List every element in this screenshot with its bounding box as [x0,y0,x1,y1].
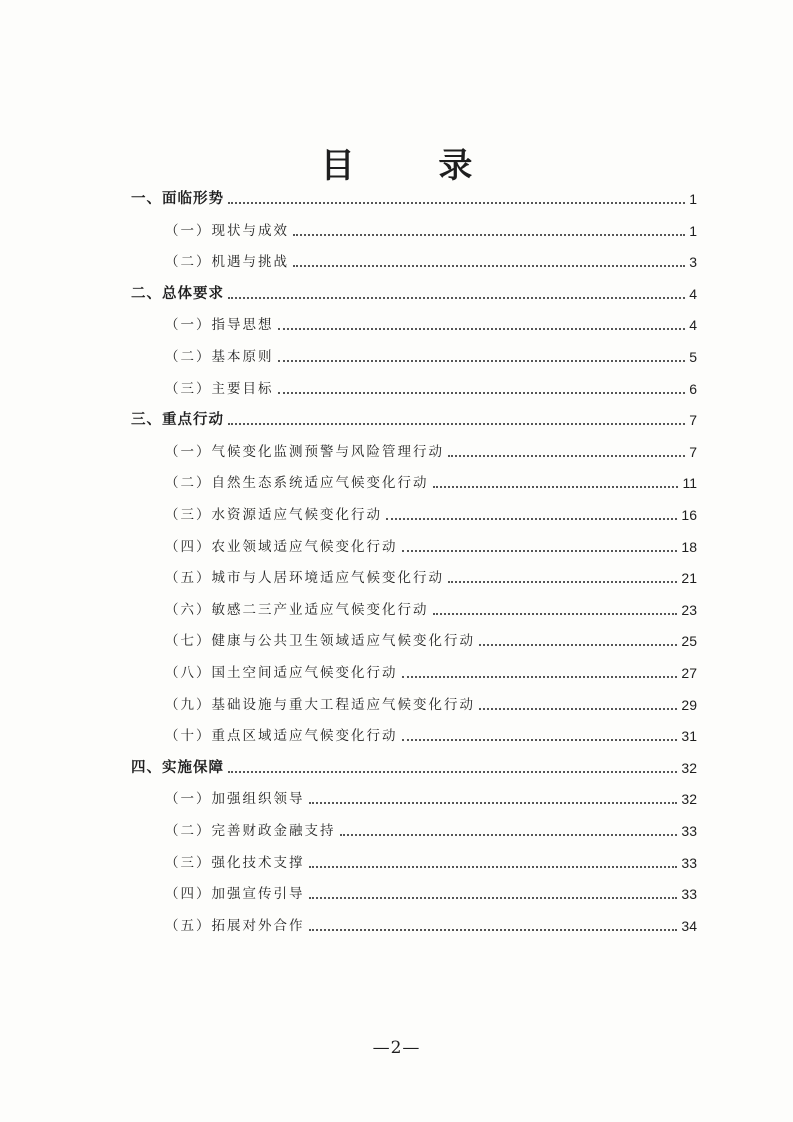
toc-page-number: 31 [681,728,697,745]
toc-entry-label: （五）城市与人居环境适应气候变化行动 [165,570,444,587]
toc-page-number: 5 [689,349,697,365]
toc-dot-leader [228,202,685,204]
toc-dot-leader [293,234,685,236]
toc-dot-leader [228,771,677,773]
toc-dot-leader [309,866,678,868]
toc-page-number: 33 [681,854,697,871]
toc-section-entry [131,405,697,429]
toc-subsection-entry [165,342,697,366]
toc-entry-label: （二）自然生态系统适应气候变化行动 [165,475,429,492]
toc-dot-leader [340,834,678,836]
toc-dot-leader [448,581,677,583]
toc-entry-label: （二）完善财政金融支持 [165,823,336,839]
toc-subsection-entry [165,500,697,524]
toc-page-number: 23 [681,601,697,618]
toc-subsection-entry [165,626,697,650]
toc-section-entry [131,184,697,208]
toc-entry-label: （五）拓展对外合作 [165,917,305,934]
toc-entry-label: 二、总体要求 [131,285,224,302]
toc-page-number: 4 [689,285,697,302]
toc-subsection-entry [165,658,697,682]
toc-page-number: 29 [681,696,697,713]
toc-dot-leader [228,297,685,299]
toc-entry-label: （十）重点区域适应气候变化行动 [165,728,398,745]
toc-dot-leader [402,676,678,678]
toc-dot-leader [479,644,677,646]
toc-subsection-entry [165,216,697,240]
toc-dot-leader [278,360,686,362]
toc-entry-label: （一）现状与成效 [165,222,289,239]
toc-entry-label: （二）基本原则 [165,349,274,365]
toc-section-entry [131,279,697,303]
toc-dot-leader [309,802,678,804]
toc-entry-label: （四）加强宣传引导 [165,886,305,903]
toc-subsection-entry [165,816,697,840]
toc-dot-leader [278,328,686,330]
toc-dot-leader [309,929,678,931]
toc-page-number: 11 [682,475,697,492]
toc-subsection-entry [165,374,697,398]
toc-entry-label: 四、实施保障 [131,759,224,776]
toc-page-number: 3 [689,254,697,271]
toc-entry-label: （一）加强组织领导 [165,791,305,808]
toc-subsection-entry [165,532,697,556]
toc-dot-leader [479,708,677,710]
toc-dot-leader [278,392,686,394]
page-title: 目 录 [320,146,509,186]
toc-dot-leader [309,897,678,899]
page-number-footer: —2— [372,1038,421,1058]
toc-page-number: 7 [689,443,697,460]
toc-dot-leader [448,455,685,457]
toc-page-number: 7 [689,412,697,429]
toc-dot-leader [433,613,678,615]
toc-page-number: 21 [681,570,697,587]
toc-entry-label: （六）敏感二三产业适应气候变化行动 [165,601,429,618]
toc-entry-label: 一、面临形势 [131,191,224,207]
toc-entry-label: （四）农业领域适应气候变化行动 [165,538,398,555]
toc-subsection-entry [165,595,697,619]
toc-entry-label: 三、重点行动 [131,412,224,429]
toc-subsection-entry [165,784,697,808]
toc-subsection-entry [165,468,697,492]
toc-dot-leader [433,486,679,488]
toc-page-number: 25 [681,633,697,650]
toc-subsection-entry [165,310,697,334]
toc-subsection-entry [165,911,697,935]
toc-entry-label: （七）健康与公共卫生领域适应气候变化行动 [165,633,475,650]
toc-page-number: 33 [681,823,697,839]
toc-entry-label: （一）气候变化监测预警与风险管理行动 [165,443,444,460]
toc-entry-label: （八）国土空间适应气候变化行动 [165,665,398,681]
toc-page-number: 1 [689,222,697,239]
toc-subsection-entry [165,721,697,745]
toc-page-number: 1 [689,191,697,207]
toc-subsection-entry [165,437,697,461]
toc-section-entry [131,753,697,777]
toc-entry-label: （二）机遇与挑战 [165,254,289,271]
toc-entry-label: （三）强化技术支撑 [165,854,305,871]
toc-entry-label: （一）指导思想 [165,317,274,334]
toc-page-number: 27 [681,665,697,681]
toc-dot-leader [386,518,677,520]
toc-entry-label: （九）基础设施与重大工程适应气候变化行动 [165,696,475,713]
toc-subsection-entry [165,690,697,714]
toc-page-number: 18 [681,538,697,555]
toc-page-number: 32 [681,759,697,776]
toc-dot-leader [228,423,685,425]
toc-page-number: 16 [681,507,697,523]
toc-page-number: 4 [689,317,697,334]
toc-subsection-entry [165,247,697,271]
toc-subsection-entry [165,563,697,587]
toc-page-number: 34 [681,917,697,934]
toc-dot-leader [402,739,678,741]
toc-entry-label: （三）水资源适应气候变化行动 [165,507,382,523]
toc-page-number: 33 [681,886,697,903]
toc-page-number: 6 [689,380,697,397]
toc-dot-leader [402,550,678,552]
toc-subsection-entry [165,848,697,872]
toc-subsection-entry [165,879,697,903]
toc-page-number: 32 [681,791,697,808]
toc-entry-label: （三）主要目标 [165,380,274,397]
toc-dot-leader [293,265,685,267]
